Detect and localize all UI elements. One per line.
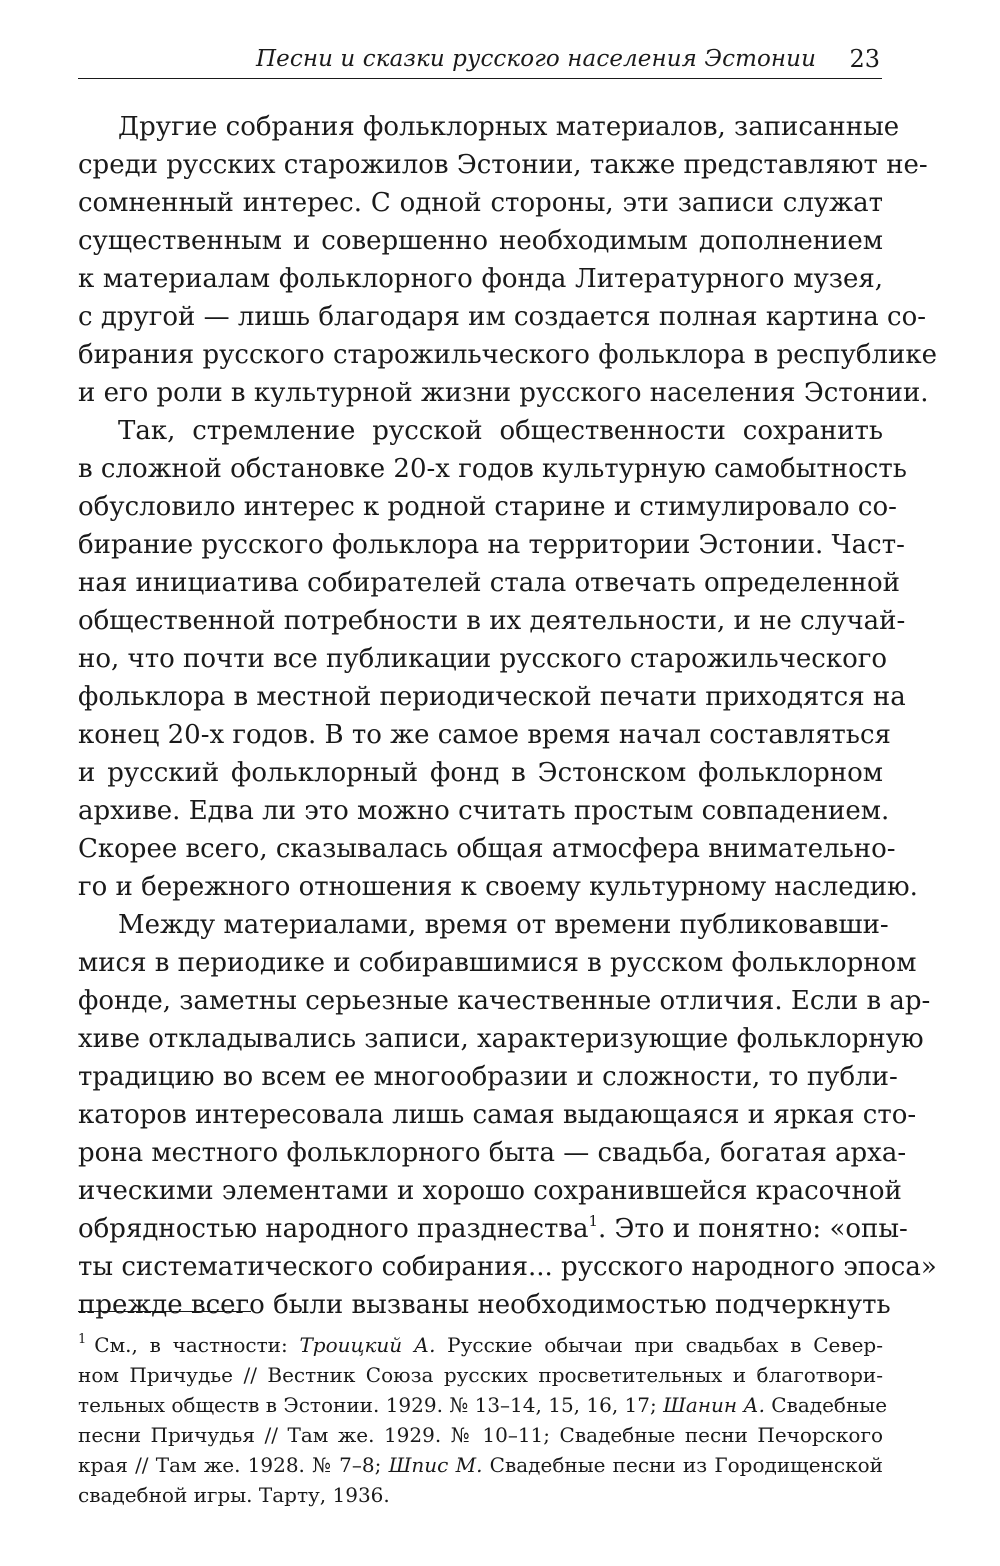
footnote-divider [78,1311,251,1312]
text-line: прежде всего были вызваны необходимостью подчеркнуть [78,1290,891,1320]
text-line: с другой — лишь благодаря им создается полная картина со- [78,302,927,332]
text-line: традицию во всем ее многообразии и сложности, то публи- [78,1062,898,1092]
footnote-reference[interactable]: 1 [588,1212,599,1230]
text-fragment: . Это и понятно: «опы- [598,1214,908,1244]
author-name: Шпис М. [388,1453,483,1477]
text-line: мися в периодике и собиравшимися в русском фольклорном [78,948,917,978]
text-line: рона местного фольклорного быта — свадьба, богатая арха- [78,1138,907,1168]
text-line: конец 20-х годов. В то же самое время начал составляться [78,720,891,750]
text-line: и русский фольклорный фонд в Эстонском фольклорном [78,758,883,788]
text-line: фольклора в местной периодической печати приходятся на [78,682,906,712]
text-line: Между материалами, время от времени публиковавши- [118,910,889,940]
text-line: к материалам фольклорного фонда Литературного музея, [78,264,883,294]
text-line: среди русских старожилов Эстонии, также представляют не- [78,150,928,180]
text-line: сомненный интерес. С одной стороны, эти записи служат [78,188,883,218]
text-fragment: Свадебные песни из Городищенской [482,1453,884,1477]
text-line: ическими элементами и хорошо сохранившейся красочной [78,1176,902,1206]
text-line: общественной потребности в их деятельности, и не случай- [78,606,906,636]
footnote-line [78,1450,883,1480]
text-line: но, что почти все публикации русского старожильческого [78,644,888,674]
footnote-line [78,1330,883,1360]
text-fragment: обрядностью народного празднества [78,1214,589,1244]
text-line: архиве. Едва ли это можно считать простым совпадением. [78,796,890,826]
text-line: Другие собрания фольклорных материалов, записанные [118,112,900,142]
text-fragment: тельных обществ в Эстонии. 1929. № 13–14, 15, 16, 17; [78,1393,664,1417]
text-line: Так, стремление русской общественности сохранить [118,416,883,446]
footnote-line: ном Причудье // Вестник Союза русских просветительных и благотвори- [78,1363,883,1387]
text-line: ты систематического собирания... русского народного эпоса» [78,1252,937,1282]
text-line: хиве откладывались записи, характеризующие фольклорную [78,1024,924,1054]
page-number: 23 [849,45,880,73]
text-line: существенным и совершенно необходимым дополнением [78,226,883,256]
text-line: Скорее всего, сказывалась общая атмосфера внимательно- [78,834,896,864]
text-line: бирание русского фольклора на территории Эстонии. Част- [78,530,905,560]
text-fragment: Русские обычаи при свадьбах в Север- [435,1333,883,1357]
text-line: каторов интересовала лишь самая выдающаяся и яркая сто- [78,1100,917,1130]
text-line: го и бережного отношения к своему культурному наследию. [78,872,918,902]
text-line: ная инициатива собирателей стала отвечать определенной [78,568,900,598]
text-line: и его роли в культурной жизни русского населения Эстонии. [78,378,929,408]
text-fragment: См., в частности: [94,1333,300,1357]
author-name: Шанин А. [663,1393,765,1417]
footnote-line: свадебной игры. Тарту, 1936. [78,1483,390,1507]
text-line [78,1209,908,1249]
text-line: фонде, заметны серьезные качественные отличия. Если в ар- [78,986,931,1016]
running-title: Песни и сказки русского населения Эстонии [256,46,816,72]
footnote-line [78,1390,888,1420]
footnote-marker: 1 [78,1332,87,1347]
author-name: Троицкий А. [299,1333,436,1357]
page-header [78,42,882,79]
text-line: в сложной обстановке 20-х годов культурную самобытность [78,454,907,484]
text-fragment: края // Там же. 1928. № 7–8; [78,1453,389,1477]
footnote-line: песни Причудья // Там же. 1929. № 10–11; Свадебные песни Печорского [78,1423,883,1447]
text-line: обусловило интерес к родной старине и стимулировало со- [78,492,897,522]
text-line: бирания русского старожильческого фольклора в республике [78,340,937,370]
text-fragment: Свадебные [764,1393,888,1417]
